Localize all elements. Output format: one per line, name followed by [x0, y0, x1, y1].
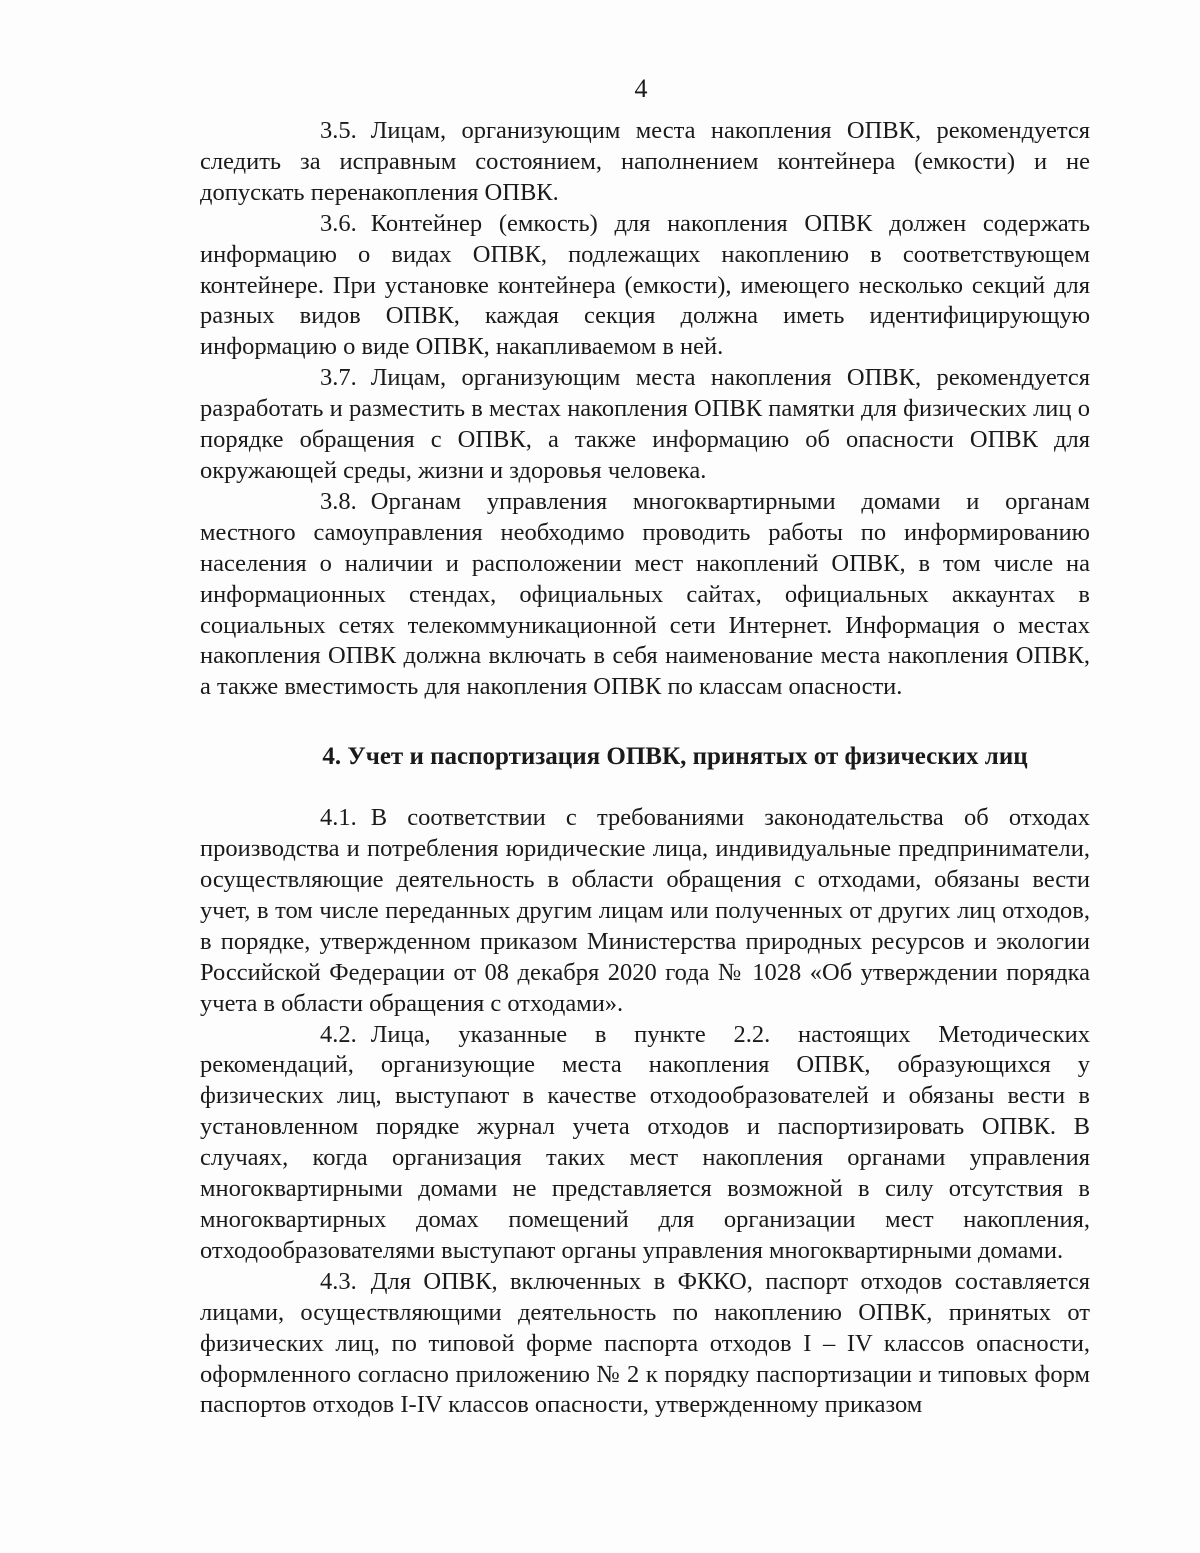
paragraph-4-2 — [200, 1020, 1090, 1267]
paragraph-text: Контейнер (емкость) для накопления ОПВК должен содержать информацию о видах ОПВК, подлежащих накоплению в соответствующем контейнере. При установке контейнера (емкости), имеющего несколько секций для разных видов ОПВК, каждая секция должна иметь идентифицирующую информацию о виде ОПВК, накапливаемом в ней. — [200, 209, 1090, 361]
paragraph-text: Лицам, организующим места накопления ОПВК, рекомендуется разработать и разместить в местах накопления ОПВК памятки для физических лиц о порядке обращения с ОПВК, а также информацию об опасности ОПВК для окружающей среды, жизни и здоровья человека. — [200, 364, 1090, 484]
paragraph-4-1 — [200, 803, 1090, 1019]
paragraph-number: 4.3. — [320, 1267, 357, 1295]
paragraph-text: В соответствии с требованиями законодательства об отходах производства и потребления юридические лица, индивидуальные предприниматели, осуществляющие деятельность в области обращения с отходами, обязаны вести учет, в том числе переданных другим лицам или полученных от других лиц отходов, в порядке, утвержденном приказом Министерства природных ресурсов и экологии Российской Федерации от 08 декабря 2020 года № 1028 «Об утверждении порядка учета в области обращения с отходами». — [200, 804, 1090, 1017]
paragraph-3-5 — [200, 116, 1090, 209]
paragraph-number: 4.1. — [320, 804, 357, 832]
paragraph-number: 4.2. — [320, 1020, 357, 1048]
paragraph-3-6 — [200, 209, 1090, 364]
paragraph-number: 3.8. — [320, 487, 357, 515]
paragraph-text: Лицам, организующим места накопления ОПВК, рекомендуется следить за исправным состоянием, наполнением контейнера (емкости) и не допускать перенакопления ОПВК. — [200, 117, 1090, 206]
paragraph-number: 3.6. — [320, 209, 357, 237]
paragraph-text: Лица, указанные в пункте 2.2. настоящих Методических рекомендаций, организующие места накопления ОПВК, образующихся у физических лиц, выступают в качестве отходообразователей и обязаны вести в установленном порядке журнал учета отходов и паспортизировать ОПВК. В случаях, когда организация таких мест накопления органами управления многоквартирными домами не представляется возможной в силу отсутствия в многоквартирных домах помещений для организации мест накопления, отходообразователями выступают органы управления многоквартирными домами. — [200, 1020, 1090, 1264]
paragraph-3-7 — [200, 363, 1090, 487]
paragraph-text: Для ОПВК, включенных в ФККО, паспорт отходов составляется лицами, осуществляющими деятельность по накоплению ОПВК, принятых от физических лиц, по типовой форме паспорта отходов I – IV классов опасности, оформленного согласно приложению № 2 к порядку паспортизации и типовых форм паспортов отходов I-IV классов опасности, утвержденному приказом — [200, 1267, 1090, 1419]
page-number: 4 — [634, 74, 648, 103]
paragraph-number: 3.5. — [320, 117, 357, 144]
document-body — [200, 116, 1090, 1421]
paragraph-4-3 — [200, 1267, 1090, 1422]
section-heading: 4. Учет и паспортизация ОПВК, принятых от физических лиц — [322, 743, 1028, 771]
paragraph-number: 3.7. — [320, 364, 357, 392]
paragraph-text: Органам управления многоквартирными домами и органам местного самоуправления необходимо проводить работы по информированию населения о наличии и расположении мест накоплений ОПВК, в том числе на информационных стендах, официальных сайтах, официальных аккаунтах в социальных сетях телекоммуникационной сети Интернет. Информация о местах накопления ОПВК должна включать в себя наименование места накопления ОПВК, а также вместимость для накопления ОПВК по классам опасности. — [200, 487, 1090, 701]
paragraph-3-8 — [200, 487, 1090, 703]
